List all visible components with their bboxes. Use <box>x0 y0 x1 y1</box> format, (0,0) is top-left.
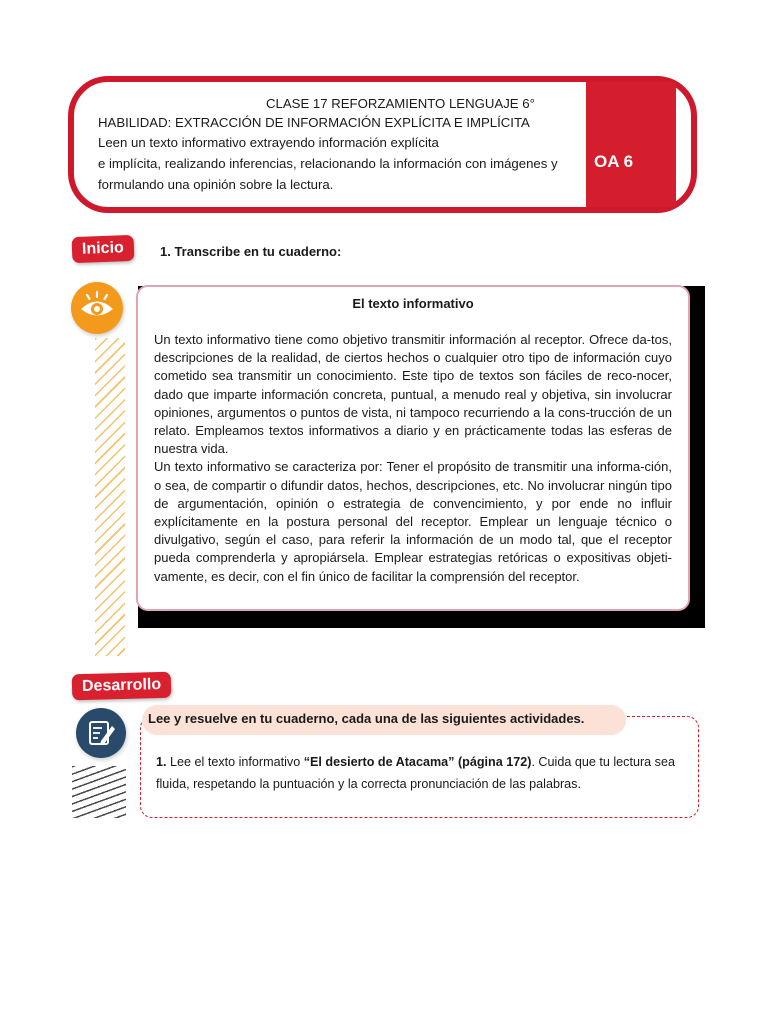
inicio-instruction: 1. Transcribe en tu cuaderno: <box>160 244 342 259</box>
info-paragraph-1: Un texto informativo tiene como objetivo transmitir información al receptor. Ofrece da-tos, descripciones de la realidad, de ciertos hechos o cualquier otro tipo de información cuyo cometido sea transmitir un conocimiento. Este tipo de textos son fáciles de reco-nocer, dado que imparte información concreta, puntual, a menudo real y objetiva, sin involucrar opiniones, argumentos o puntos de vista, ni tampoco recurriendo a la cons-trucción de un relato. Empleamos textos informativos a diario y en prácticamente todas las esferas de nuestra vida. <box>154 332 672 457</box>
desarrollo-badge: Desarrollo <box>72 672 172 701</box>
info-text-box <box>136 285 690 611</box>
eye-icon <box>71 282 123 334</box>
info-text-body <box>154 331 672 586</box>
skill-line: HABILIDAD: EXTRACCIÓN DE INFORMACIÓN EXPLÍCITA E IMPLÍCITA <box>98 115 530 130</box>
activity-1-title: “El desierto de Atacama” (página 172) <box>303 755 532 769</box>
info-paragraph-2: Un texto informativo se caracteriza por: Tener el propósito de transmitir una informa-ción, o sea, de compartir o difundir datos, hechos, descripciones, etc. No involucrar ningún tipo de argumentación, opinión o estrategia de convencimiento, y por ende no influir explícitamente en la postura personal del receptor. Emplear un lenguaje técnico o divulgativo, según el caso, para referir la información de un modo tal, que el receptor pueda comprenderla y apropiársela. Emplear estrategias retóricas o expositivas objeti-vamente, es decir, con el fin único de facilitar la comprensión del receptor. <box>154 459 672 584</box>
activity-1-lead: Lee el texto informativo <box>170 755 301 769</box>
decorative-stripes-dark <box>72 766 126 818</box>
activity-1-number: 1. <box>156 755 167 769</box>
objective-line-1: Leen un texto informativo extrayendo información explícita <box>98 135 439 150</box>
activity-1 <box>156 751 676 795</box>
class-title: CLASE 17 REFORZAMIENTO LENGUAJE 6° <box>266 96 535 111</box>
info-text-title: El texto informativo <box>352 296 474 311</box>
objective-line-3: formulando una opinión sobre la lectura. <box>98 177 334 192</box>
objective-line-2: e implícita, realizando inferencias, relacionando la información con imágenes y <box>98 156 558 171</box>
oa-panel <box>586 82 676 207</box>
oa-label: OA 6 <box>594 152 634 171</box>
header-text-block <box>86 88 586 206</box>
pencil-note-icon <box>76 708 126 758</box>
decorative-stripes-orange <box>95 338 125 656</box>
activity-1-rest: . Cuida que tu lectura sea fluida, respetando la puntuación y la correcta pronunciación de las palabras. <box>156 755 675 791</box>
inicio-badge: Inicio <box>72 235 135 263</box>
activities-instruction: Lee y resuelve en tu cuaderno, cada una de las siguientes actividades. <box>148 711 585 726</box>
